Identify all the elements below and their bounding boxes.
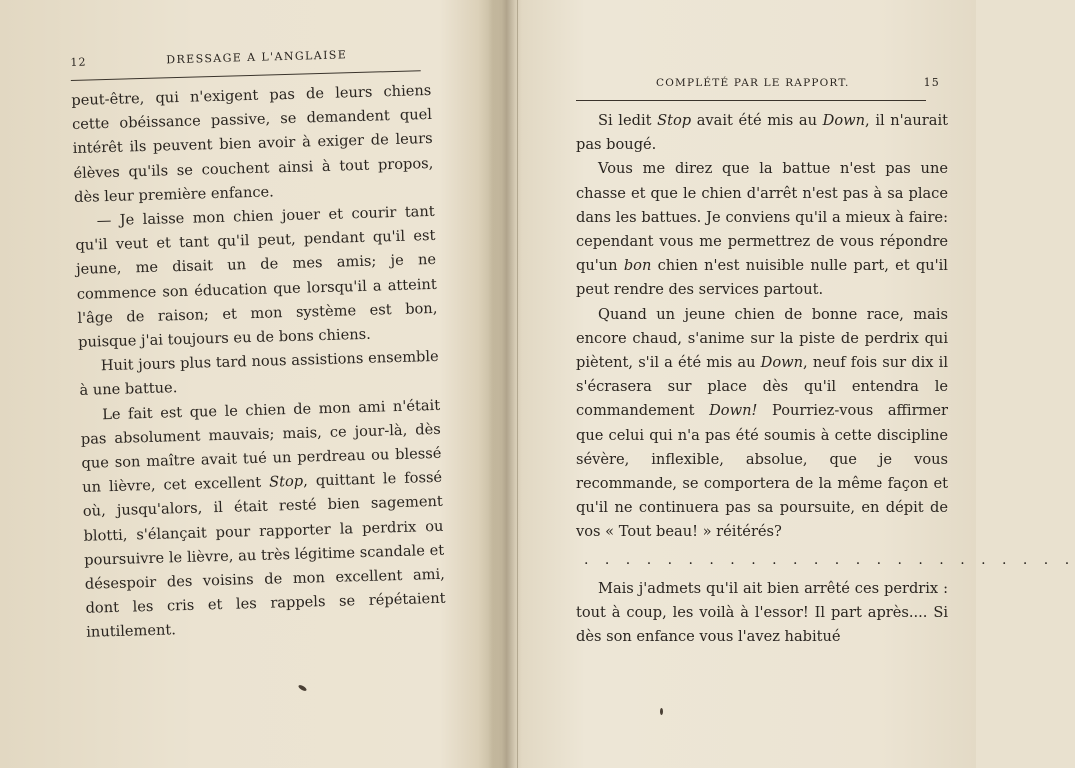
right-page-text — [576, 109, 1075, 649]
right-p3-emphasis-down-command: Down! — [709, 402, 758, 420]
right-running-head — [576, 70, 948, 96]
right-running-title: COMPLÉTÉ PAR LE RAPPORT. — [656, 77, 850, 89]
right-p2-text-b: chien n'est nuisible nulle part, et qu'il peut rendre des services partout. — [576, 257, 948, 299]
right-p3-text-b: , neuf fois sur dix il s'écrasera sur place dès qu'il entendra le commandement — [576, 354, 948, 420]
paper-speck — [298, 684, 308, 692]
right-page-number: 15 — [923, 76, 940, 89]
left-p4-emphasis-stop: Stop — [268, 472, 304, 491]
left-paragraph-1: peut-être, qui n'exigent pas de leurs chiens cette obéissance passive, se demandent quel intérêt ils peuvent bien avoir à exiger de leurs élèves qu'ils se couchent ainsi à tout propos, dès leur première enfance. — [71, 81, 434, 206]
right-p1-text-c: , il n'aurait pas bougé. — [576, 112, 948, 154]
right-p1-emphasis-stop: Stop — [657, 112, 692, 129]
page-fold — [517, 0, 518, 768]
left-running-title: DRESSAGE A L'ANGLAISE — [166, 48, 348, 67]
left-page-text — [71, 79, 446, 646]
right-page-content — [576, 70, 1075, 649]
right-p2-text-a: Vous me direz que la battue n'est pas une chasse et que le chien d'arrêt n'est pas à sa place dans les battues. Je conviens qu'il a mieux à faire: cependant vous me permettrez de vous répondre qu'un — [576, 160, 948, 275]
left-page-number: 12 — [70, 55, 87, 69]
right-paragraph-1 — [576, 109, 948, 157]
right-p3-text-a: Quand un jeune chien de bonne race, mais encore chaud, s'anime sur la piste de perdrix qui piètent, s'il a été mis au — [576, 305, 948, 372]
ellipsis-separator: . . . . . . . . . . . . . . . . . . . . . . . . — [584, 551, 1075, 568]
right-paragraph-2 — [576, 157, 948, 302]
right-p2-emphasis-bon: bon — [623, 257, 652, 275]
right-header-rule — [576, 100, 926, 101]
right-p1-text-b: avait été mis au — [691, 112, 823, 129]
right-paragraph-3 — [576, 303, 948, 545]
left-page — [0, 0, 490, 768]
right-paragraph-4: Mais j'admets qu'il ait bien arrêté ces perdrix : tout à coup, les voilà à l'essor! Il part après.... Si dès son enfance vous l'avez habitué — [576, 579, 948, 646]
right-p1-emphasis-down: Down — [822, 112, 866, 129]
left-p4-text-a: Le fait est que le chien de mon ami n'était pas absolument mauvais; mais, ce jour-là, dès que son maître avait tué un perdreau ou blessé un lièvre, cet excellent — [80, 396, 442, 497]
right-p1-text-a: Si ledit — [598, 112, 658, 129]
left-page-content — [70, 40, 446, 645]
paper-speck — [660, 708, 663, 715]
left-paragraph-2: — Je laisse mon chien jouer et courir tant qu'il veut et tant qu'il peut, pendant qu'il est jeune, me disait un de mes amis; je ne commence son éducation que lorsqu'il a atteint l'âge de raison; et mon système est bon, puisque j'ai toujours eu de bons chiens. — [75, 202, 438, 351]
left-paragraph-4 — [80, 393, 447, 645]
left-p4-text-b: , quittant le fossé où, jusqu'alors, il était resté bien sagement blotti, s'élançait pour rapporter la perdrix ou poursuivre le lièvre, au très légitime scandale et désespoir des voisins de mon excellent ami, dont les cris et les rappels se répétaient inutilement. — [82, 469, 446, 642]
right-page — [520, 0, 1075, 768]
right-p3-text-c: Pourriez-vous affirmer que celui qui n'a pas été soumis à cette discipline sévère, inflexible, absolue, que je vous recommande, se comportera de la même façon et qu'il ne continuera pas sa poursuite, en dépit de vos « Tout beau! » réitérés? — [576, 402, 948, 541]
right-p3-emphasis-down: Down — [760, 354, 804, 372]
left-paragraph-3: Huit jours plus tard nous assistions ensemble à une battue. — [79, 348, 439, 400]
